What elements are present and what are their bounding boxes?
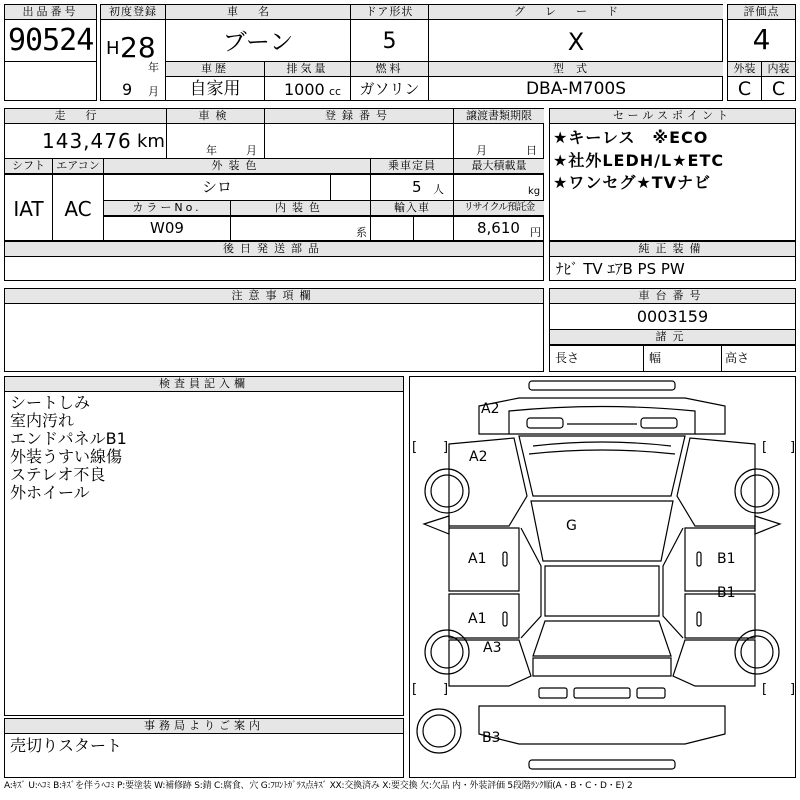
inspector-note-6: 外ホイール bbox=[10, 483, 90, 502]
body-color: シロ bbox=[201, 178, 232, 196]
recycle: 8,610 bbox=[477, 219, 520, 237]
mileage-unit: km bbox=[137, 131, 165, 152]
inspection-month-unit: 月 bbox=[246, 144, 257, 157]
fuel-label: 燃料 bbox=[351, 62, 428, 77]
length-label: 長さ bbox=[555, 351, 580, 365]
model: DBA-M700S bbox=[525, 79, 627, 99]
year-unit: 年 bbox=[148, 61, 159, 74]
lot-label: 出品番号 bbox=[5, 5, 96, 20]
load-unit: kg bbox=[528, 186, 541, 197]
car-name-label: 車名 bbox=[166, 5, 350, 20]
mark-b3-bumper: B3 bbox=[482, 730, 501, 746]
displacement: 1000 bbox=[284, 80, 325, 99]
mark-b1-rear-door: B1 bbox=[717, 585, 736, 601]
inspector-note-3: エンドパネルB1 bbox=[10, 429, 127, 448]
ac: AC bbox=[64, 197, 92, 221]
bracket-left-top-open: [ bbox=[412, 440, 418, 455]
fuel: ガソリン bbox=[359, 80, 420, 98]
office-label: 事務局よりご案内 bbox=[5, 719, 403, 734]
inspector-note-4: 外装うすい線傷 bbox=[10, 447, 123, 466]
body-color-label: 外装色 bbox=[104, 159, 370, 174]
shift: IAT bbox=[13, 197, 44, 221]
notes-label: 注意事項欄 bbox=[5, 289, 543, 304]
sales-label: セールスポイント bbox=[550, 109, 795, 124]
capacity-unit: 人 bbox=[433, 183, 444, 196]
capacity-label: 乗車定員 bbox=[371, 159, 453, 174]
int-color-label: 内装色 bbox=[231, 201, 370, 216]
era: H bbox=[106, 38, 120, 59]
transfer-label: 譲渡書類期限 bbox=[454, 109, 544, 124]
later-parts-label: 後日発送部品 bbox=[5, 242, 543, 257]
bracket-left-bottom-open: [ bbox=[412, 682, 418, 697]
score: 4 bbox=[752, 23, 771, 56]
bracket-right-top-close: ] bbox=[790, 440, 796, 455]
recycle-unit: 円 bbox=[530, 226, 541, 239]
mark-a2-fender: A2 bbox=[469, 449, 488, 465]
car-name: ブーン bbox=[222, 28, 294, 56]
inspection-label: 車検 bbox=[167, 109, 264, 124]
car-diagram bbox=[409, 376, 796, 778]
color-no: W09 bbox=[150, 219, 184, 237]
int-color-unit: 系 bbox=[356, 226, 367, 239]
reg-month: 9 bbox=[122, 80, 133, 99]
interior-grade: C bbox=[771, 78, 786, 100]
transfer-day-unit: 日 bbox=[526, 144, 537, 157]
inspector-label: 検査員記入欄 bbox=[5, 377, 403, 392]
door-type: 5 bbox=[382, 29, 397, 54]
inspection-year-unit: 年 bbox=[206, 144, 217, 157]
exterior-label: 外装 bbox=[728, 62, 761, 77]
score-label: 評価点 bbox=[728, 5, 795, 20]
mark-a2-bumper: A2 bbox=[481, 401, 500, 417]
legend: A:ｷｽﾞ U:ﾍｺﾐ B:ｷｽﾞを伴うﾍｺﾐ P:要塗装 W:補修跡 S:錆 C:腐食、穴 G:ﾌﾛﾝﾄｶﾞﾗｽ点ｷｽﾞ XX:交換済み X:要交換 欠:欠品 内・外装評価 5段階ﾗﾝｸ順(A・B・C・D・E) 2 bbox=[4, 781, 633, 791]
chassis-number: 0003159 bbox=[636, 307, 709, 326]
history: 自家用 bbox=[189, 79, 241, 99]
chassis-label: 車台番号 bbox=[550, 289, 795, 304]
inspector-note-5: ステレオ不良 bbox=[10, 465, 106, 484]
shift-label: シフト bbox=[5, 159, 52, 174]
mileage: 143,476 bbox=[42, 129, 132, 153]
door-label: ドア形状 bbox=[351, 5, 428, 20]
mark-a3-quarter: A3 bbox=[483, 640, 502, 656]
grade: X bbox=[567, 28, 585, 56]
equipment: ﾅﾋﾞ TV ｴｱB PS PW bbox=[556, 260, 685, 278]
first-reg-label: 初度登録 bbox=[101, 5, 165, 20]
office-note: 売切りスタート bbox=[10, 736, 123, 755]
displacement-unit: cc bbox=[329, 85, 342, 98]
bracket-right-bottom-open: [ bbox=[762, 682, 768, 697]
load-label: 最大積載量 bbox=[454, 159, 544, 174]
lot-number: 90524 bbox=[8, 23, 94, 58]
sales-point-1: ★キーレス ※ECO bbox=[553, 128, 709, 147]
bracket-left-bottom-close: ] bbox=[443, 682, 449, 697]
reg-no-label: 登録番号 bbox=[265, 109, 453, 124]
model-label: 型式 bbox=[429, 62, 723, 77]
width-label: 幅 bbox=[649, 351, 662, 365]
mileage-label: 走行 bbox=[5, 109, 166, 124]
bracket-left-top-close: ] bbox=[443, 440, 449, 455]
reg-year: 28 bbox=[120, 31, 156, 64]
transfer-month-unit: 月 bbox=[476, 144, 487, 157]
sales-point-2: ★社外LEDH/L★ETC bbox=[553, 151, 725, 170]
displacement-label: 排気量 bbox=[265, 62, 350, 77]
mark-a1-rear-door: A1 bbox=[468, 611, 487, 627]
mark-b1-front-door: B1 bbox=[717, 551, 736, 567]
mark-a1-front-door: A1 bbox=[468, 551, 487, 567]
exterior-grade: C bbox=[737, 78, 752, 100]
height-label: 高さ bbox=[725, 351, 750, 365]
history-label: 車歴 bbox=[166, 62, 264, 77]
month-unit: 月 bbox=[148, 85, 159, 98]
bracket-right-bottom-close: ] bbox=[790, 682, 796, 697]
interior-label: 内装 bbox=[762, 62, 795, 77]
grade-label: グレード bbox=[429, 5, 723, 20]
mark-g-windshield: G bbox=[566, 518, 577, 534]
bracket-right-top-open: [ bbox=[762, 440, 768, 455]
inspector-note-1: シートしみ bbox=[10, 393, 91, 412]
ac-label: エアコン bbox=[53, 159, 103, 174]
dims-label: 諸元 bbox=[550, 330, 795, 345]
color-no-label: カラーNo. bbox=[104, 201, 230, 216]
inspector-note-2: 室内汚れ bbox=[10, 411, 75, 430]
import-label: 輸入車 bbox=[371, 201, 453, 216]
sales-point-3: ★ワンセグ★TVナビ bbox=[553, 173, 711, 192]
recycle-label: リサイクル預託金 bbox=[454, 201, 544, 216]
equipment-label: 純正装備 bbox=[550, 242, 795, 257]
capacity: 5 bbox=[412, 178, 422, 196]
